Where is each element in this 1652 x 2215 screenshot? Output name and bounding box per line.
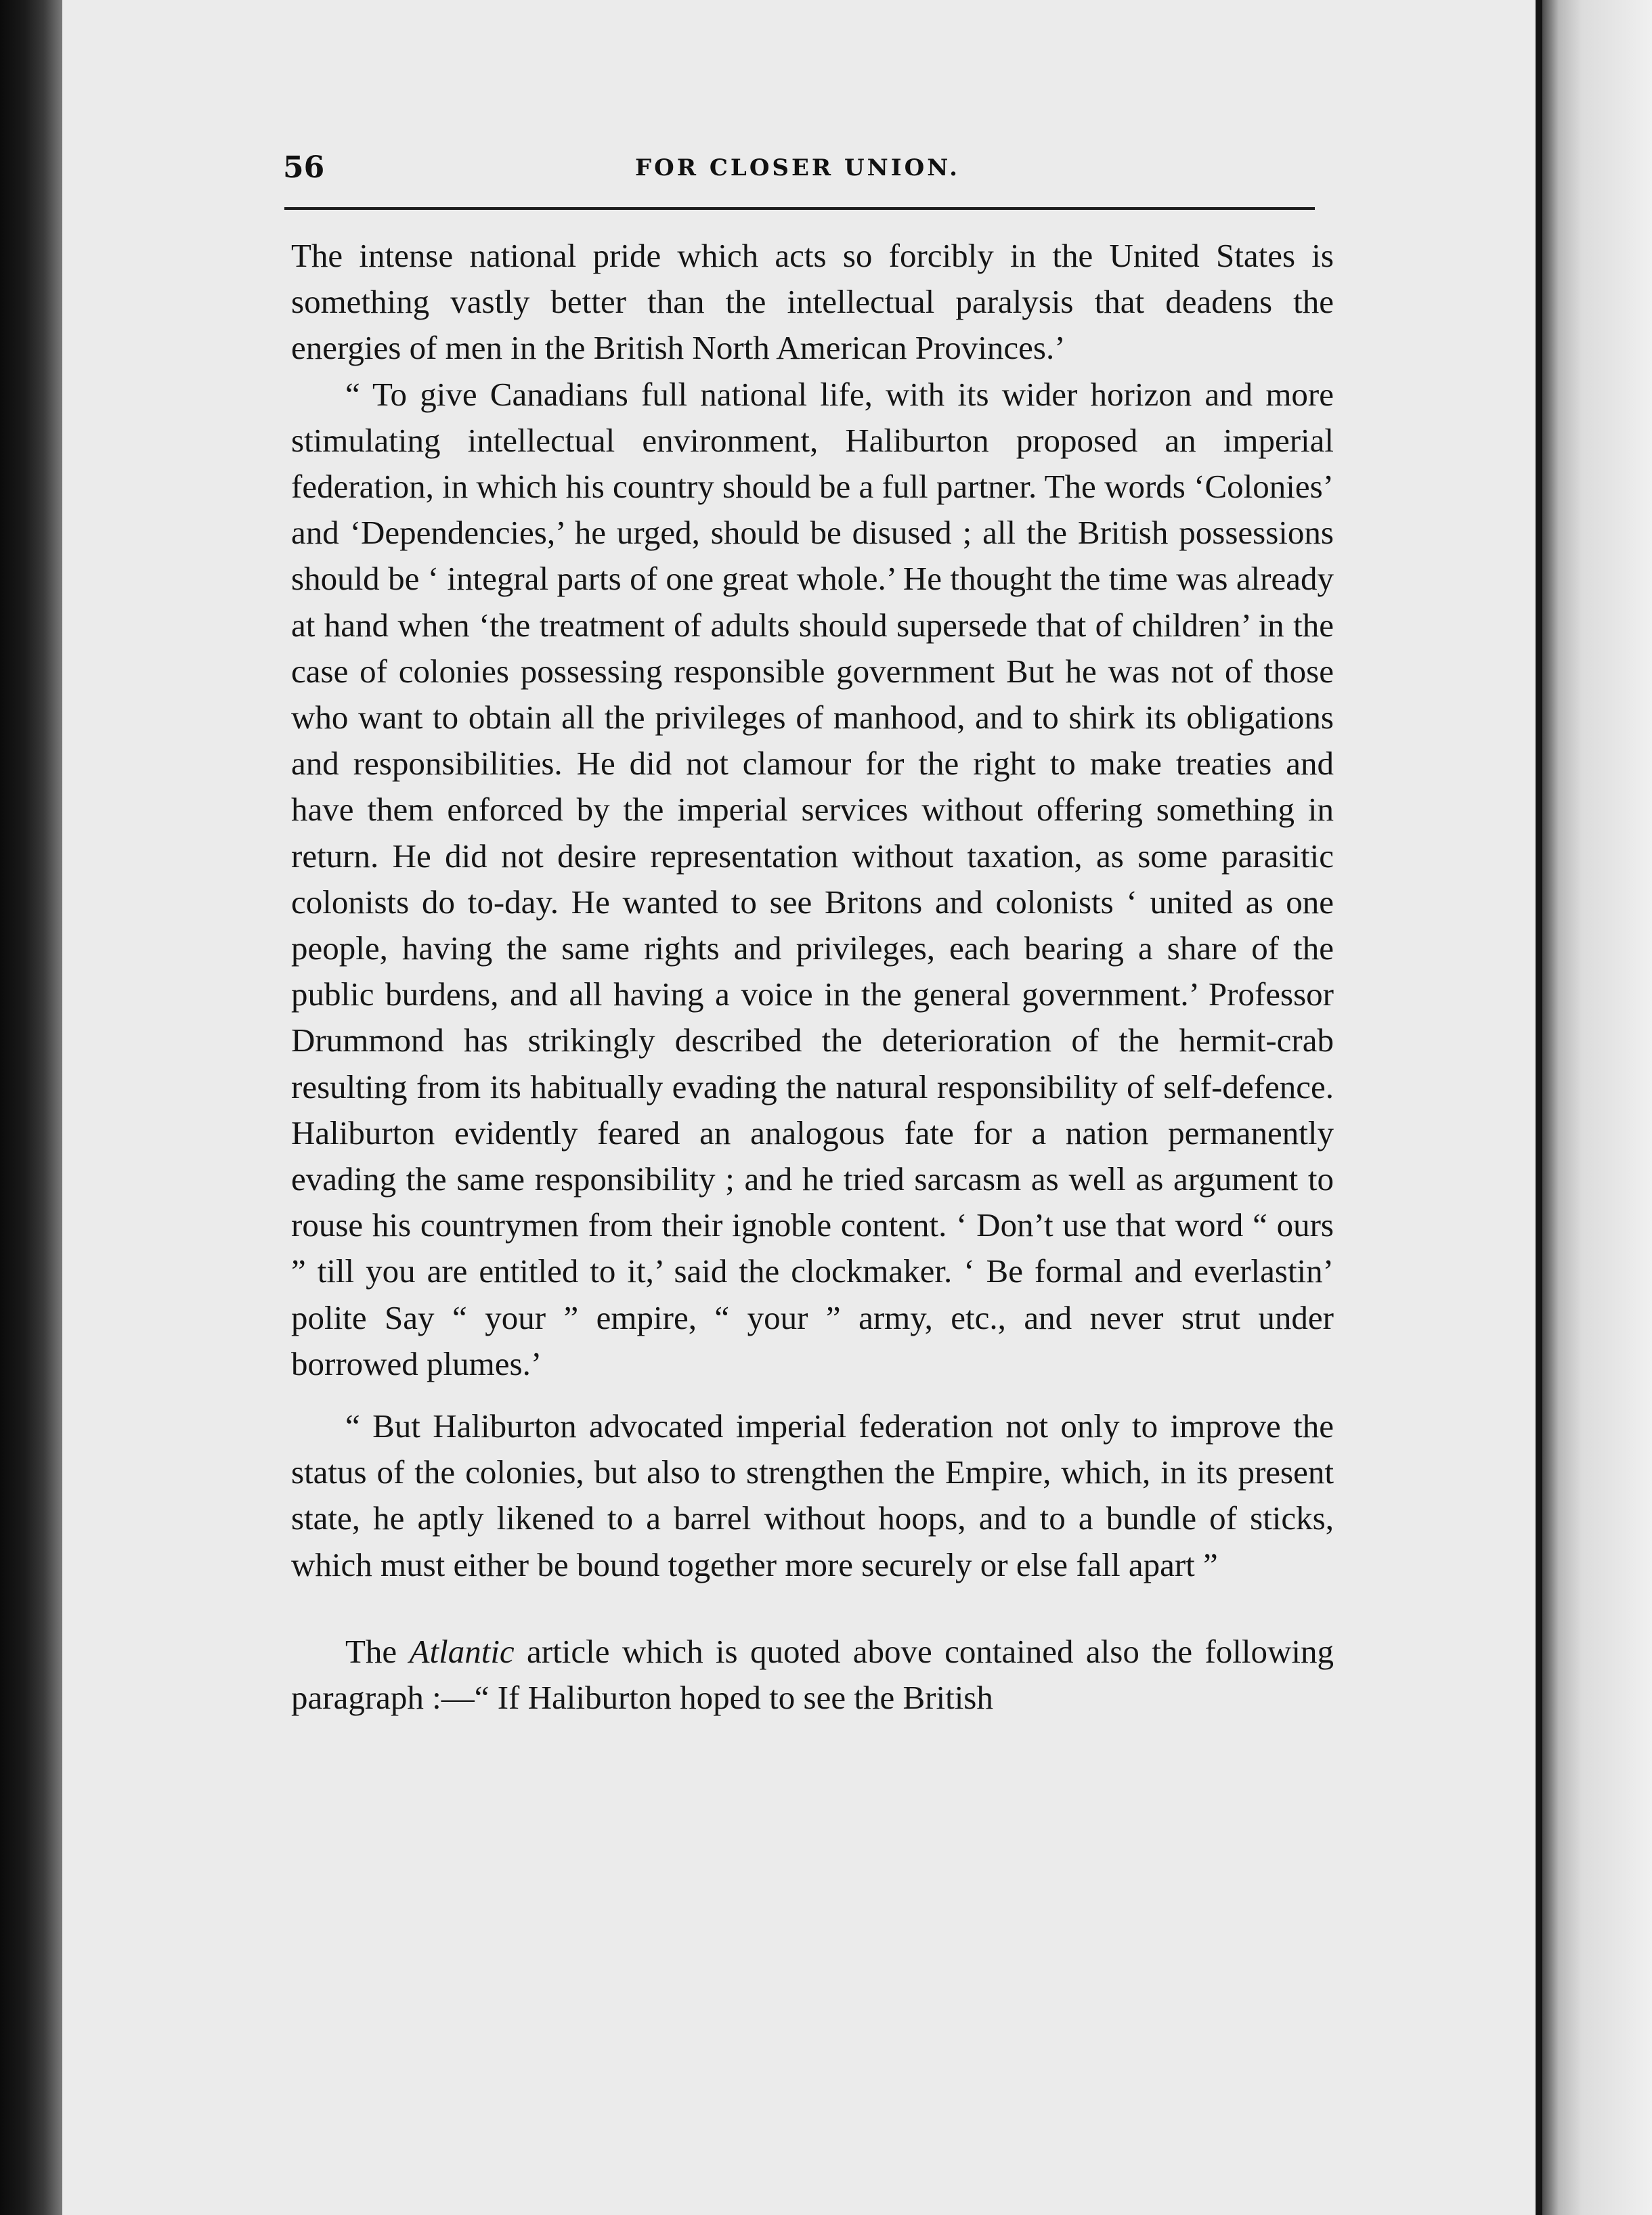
- page-number: 56: [283, 150, 325, 185]
- paragraph-2: “ To give Canadians full national life, with its wider horizon and more stimulating intellectual environment, Haliburton proposed an imperial federation, in which his country should be a full partner. The words ‘Colonies’ and ‘Dependencies,’ he urged, should be disused ; all the British possessions should be ‘ integral parts of one great whole.’ He thought the time was already at hand when ‘the treatment of adults should supersede that of children’ in the case of colonies possessing responsible government But he was not of those who want to obtain all the privileges of manhood, and to shirk its obligations and responsibilities. He did not clamour for the right to make treaties and have them enforced by the imperial services without offering something in return. He did not desire representation without taxation, as some parasitic colonists do to-day. He wanted to see Britons and colonists ‘ united as one people, having the same rights and privileges, each bearing a share of the public burdens, and all having a voice in the general government.’ Professor Drummond has strikingly described the deterioration of the hermit-crab resulting from its habitually evading the natural responsibility of self-defence. Haliburton evidently feared an analogous fate for a nation permanently evading the same responsibility ; and he tried sarcasm as well as argument to rouse his countrymen from their ignoble content. ‘ Don’t use that word “ ours ” till you are entitled to it,’ said the clockmaker. ‘ Be formal and everlastin’ polite Say “ your ” empire, “ your ” army, etc., and never strut under borrowed plumes.’: [291, 375, 1334, 1382]
- paragraph-4-start: The: [345, 1632, 410, 1670]
- right-margin-scan: [1536, 0, 1652, 2215]
- page-border-line: [1536, 0, 1542, 2215]
- atlantic-title: Atlantic: [409, 1632, 515, 1670]
- running-title: FOR CLOSER UNION.: [635, 154, 960, 181]
- paragraph-3: “ But Haliburton advocated imperial federation not only to improve the status of the colonies, but also to strengthen the Empire, which, in its present state, he aptly likened to a barrel without hoops, and to a bundle of sticks, which must either be bound together more securely or else fall apart ”: [291, 1407, 1334, 1583]
- header-rule: [284, 207, 1315, 210]
- left-page-edge: [0, 0, 62, 2215]
- body-text: [291, 233, 1334, 1721]
- paragraph-1: The intense national pride which acts so forcibly in the United States is something vastly better than the intellectual paralysis that deadens the energies of men in the British North American Provinces.’: [291, 237, 1334, 367]
- paragraph-4: [291, 1629, 1334, 1721]
- page-header: [283, 150, 1319, 191]
- paragraph-4-rest: article which is quoted above contained also the following paragraph :—“ If Haliburton hoped to see the British: [291, 1632, 1334, 1717]
